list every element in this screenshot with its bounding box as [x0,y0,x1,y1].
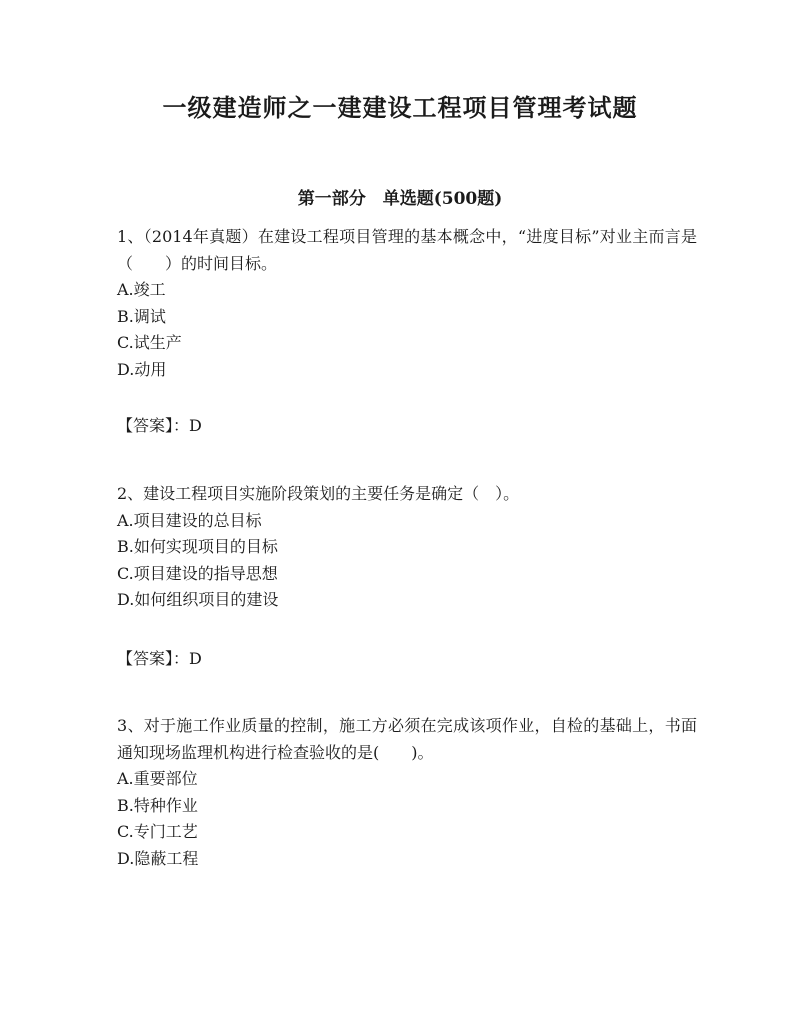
question-2-option-d: D.如何组织项目的建设 [117,590,279,609]
page-title: 一级建造师之一建建设工程项目管理考试题 [162,93,638,122]
question-3-option-a: A.重要部位 [117,769,198,788]
question-3 [117,713,697,872]
question-3-option-c: C.专门工艺 [117,822,198,841]
question-2-stem: 2、建设工程项目实施阶段策划的主要任务是确定（ ）。 [117,484,520,503]
answer-label: 【答案】： [117,649,190,668]
question-2-option-a: A.项目建设的总目标 [117,510,262,530]
question-1-option-c: C.试生产 [117,333,182,352]
question-3-option-d: D.隐蔽工程 [117,848,199,868]
question-2-option-b: B.如何实现项目的目标 [117,537,278,556]
question-2-option-c: C.项目建设的指导思想 [117,563,278,583]
answer-label: 【答案】： [117,416,190,435]
question-2-answer [117,646,202,672]
question-3-stem: 3、对于施工作业质量的控制，施工方必须在完成该项作业，自检的基础上，书面通知现场监理机构进行检查验收的是( )。 [117,716,697,762]
question-3-option-b: B.特种作业 [117,795,198,815]
answer-value: D [189,416,202,435]
question-1-stem: 1、（2014年真题）在建设工程项目管理的基本概念中，“进度目标”对业主而言是（ ）的时间目标。 [117,227,697,273]
question-1-option-b: B.调试 [117,306,166,326]
question-1 [117,224,697,383]
section-title: 第一部分 单选题(500题) [297,189,503,209]
question-2 [117,481,697,614]
question-1-answer [117,413,202,439]
answer-value: D [189,649,202,668]
question-1-option-a: A.竣工 [117,280,166,299]
question-1-option-d: D.动用 [117,359,167,379]
